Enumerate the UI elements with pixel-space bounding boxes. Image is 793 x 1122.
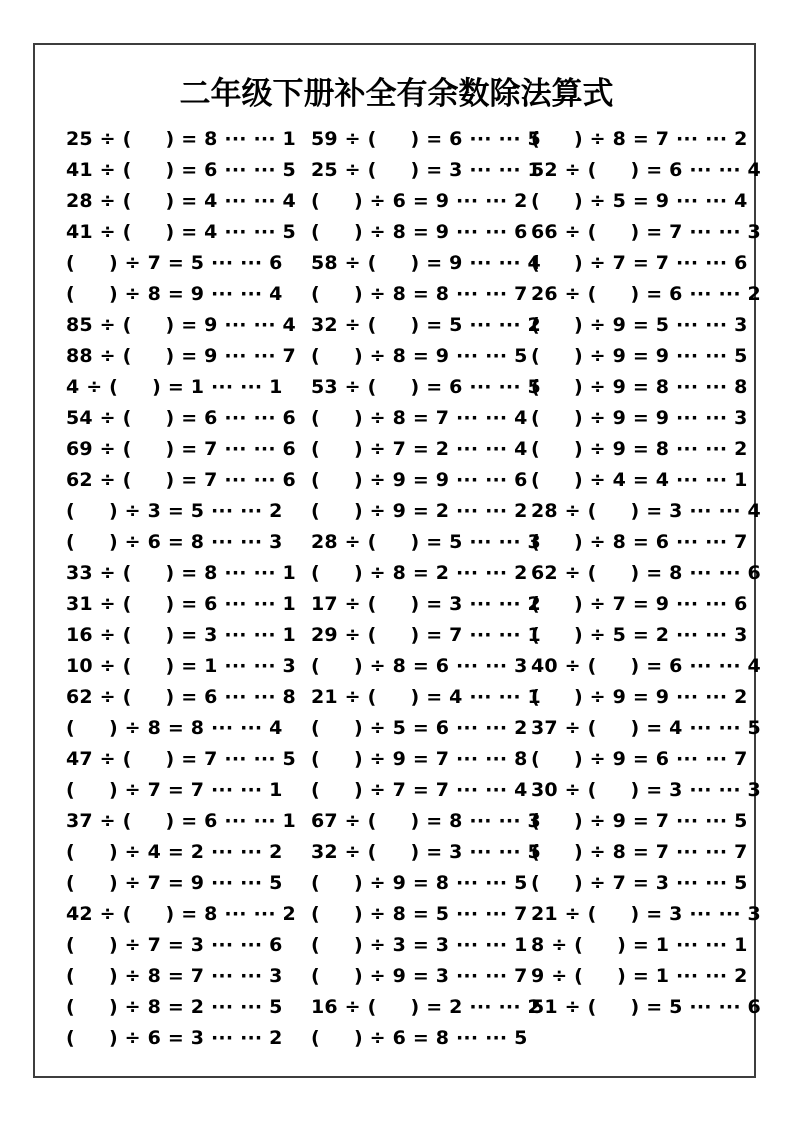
problem-row: ( ) ÷ 7 = 5 ··· ··· 6 — [66, 252, 283, 274]
problem-row: ( ) ÷ 9 = 8 ··· ··· 5 — [311, 872, 528, 894]
problems-column-1 — [66, 124, 296, 1054]
problem-row: 33 ÷ ( ) = 8 ··· ··· 1 — [66, 562, 296, 584]
problem-row: ( ) ÷ 9 = 2 ··· ··· 2 — [311, 500, 528, 522]
problem-row: 41 ÷ ( ) = 6 ··· ··· 5 — [66, 159, 296, 181]
problem-row: ( ) ÷ 4 = 4 ··· ··· 1 — [531, 469, 748, 491]
problem-row: ( ) ÷ 9 = 5 ··· ··· 3 — [531, 314, 748, 336]
problem-row: 37 ÷ ( ) = 4 ··· ··· 5 — [531, 717, 761, 739]
problem-row: ( ) ÷ 9 = 6 ··· ··· 7 — [531, 748, 748, 770]
problem-row: 69 ÷ ( ) = 7 ··· ··· 6 — [66, 438, 296, 460]
problem-row: 62 ÷ ( ) = 6 ··· ··· 8 — [66, 686, 296, 708]
problem-row: ( ) ÷ 4 = 2 ··· ··· 2 — [66, 841, 283, 863]
problem-row: 25 ÷ ( ) = 8 ··· ··· 1 — [66, 128, 296, 150]
problem-row: 21 ÷ ( ) = 4 ··· ··· 1 — [311, 686, 541, 708]
problem-row: 42 ÷ ( ) = 8 ··· ··· 2 — [66, 903, 296, 925]
problem-row: ( ) ÷ 8 = 7 ··· ··· 4 — [311, 407, 528, 429]
problem-row: 16 ÷ ( ) = 3 ··· ··· 1 — [66, 624, 296, 646]
problem-row: ( ) ÷ 8 = 7 ··· ··· 7 — [531, 841, 748, 863]
problem-row: 85 ÷ ( ) = 9 ··· ··· 4 — [66, 314, 296, 336]
problem-row: 52 ÷ ( ) = 6 ··· ··· 4 — [531, 159, 761, 181]
problem-row: 40 ÷ ( ) = 6 ··· ··· 4 — [531, 655, 761, 677]
problem-row: ( ) ÷ 8 = 9 ··· ··· 4 — [66, 283, 283, 305]
problem-row: ( ) ÷ 9 = 9 ··· ··· 6 — [311, 469, 528, 491]
problem-row: ( ) ÷ 6 = 8 ··· ··· 3 — [66, 531, 283, 553]
problem-row: ( ) ÷ 7 = 3 ··· ··· 6 — [66, 934, 283, 956]
problem-row: 16 ÷ ( ) = 2 ··· ··· 2 — [311, 996, 541, 1018]
problem-row: ( ) ÷ 8 = 2 ··· ··· 5 — [66, 996, 283, 1018]
problem-row: 67 ÷ ( ) = 8 ··· ··· 3 — [311, 810, 541, 832]
problem-row: ( ) ÷ 7 = 9 ··· ··· 6 — [531, 593, 748, 615]
problems-column-2 — [311, 124, 541, 1054]
problem-row: 8 ÷ ( ) = 1 ··· ··· 1 — [531, 934, 748, 956]
problem-row: 58 ÷ ( ) = 9 ··· ··· 4 — [311, 252, 541, 274]
problem-row: 66 ÷ ( ) = 7 ··· ··· 3 — [531, 221, 761, 243]
problem-row: 21 ÷ ( ) = 3 ··· ··· 3 — [531, 903, 761, 925]
problem-row: ( ) ÷ 5 = 9 ··· ··· 4 — [531, 190, 748, 212]
problem-row: ( ) ÷ 9 = 9 ··· ··· 5 — [531, 345, 748, 367]
problem-row: ( ) ÷ 6 = 8 ··· ··· 5 — [311, 1027, 528, 1049]
problem-row: ( ) ÷ 7 = 7 ··· ··· 4 — [311, 779, 528, 801]
problem-row: ( ) ÷ 3 = 3 ··· ··· 1 — [311, 934, 528, 956]
problem-row: ( ) ÷ 6 = 9 ··· ··· 2 — [311, 190, 528, 212]
problem-row: 32 ÷ ( ) = 3 ··· ··· 5 — [311, 841, 541, 863]
problem-row: ( ) ÷ 8 = 9 ··· ··· 6 — [311, 221, 528, 243]
problem-row: 31 ÷ ( ) = 6 ··· ··· 1 — [66, 593, 296, 615]
problem-row: 25 ÷ ( ) = 3 ··· ··· 1 — [311, 159, 541, 181]
problem-row: 10 ÷ ( ) = 1 ··· ··· 3 — [66, 655, 296, 677]
problem-row: ( ) ÷ 9 = 9 ··· ··· 2 — [531, 686, 748, 708]
problem-row: ( ) ÷ 9 = 7 ··· ··· 5 — [531, 810, 748, 832]
problem-row: ( ) ÷ 9 = 9 ··· ··· 3 — [531, 407, 748, 429]
problem-row: ( ) ÷ 3 = 5 ··· ··· 2 — [66, 500, 283, 522]
problem-row: 62 ÷ ( ) = 8 ··· ··· 6 — [531, 562, 761, 584]
problem-row: 37 ÷ ( ) = 6 ··· ··· 1 — [66, 810, 296, 832]
problem-row: ( ) ÷ 6 = 3 ··· ··· 2 — [66, 1027, 283, 1049]
problem-row: ( ) ÷ 8 = 8 ··· ··· 4 — [66, 717, 283, 739]
problem-row: 4 ÷ ( ) = 1 ··· ··· 1 — [66, 376, 283, 398]
problem-row: ( ) ÷ 7 = 7 ··· ··· 6 — [531, 252, 748, 274]
problem-row: ( ) ÷ 8 = 7 ··· ··· 2 — [531, 128, 748, 150]
problem-row: ( ) ÷ 8 = 5 ··· ··· 7 — [311, 903, 528, 925]
problem-row: ( ) ÷ 8 = 2 ··· ··· 2 — [311, 562, 528, 584]
problem-row: ( ) ÷ 8 = 9 ··· ··· 5 — [311, 345, 528, 367]
problem-row: ( ) ÷ 8 = 8 ··· ··· 7 — [311, 283, 528, 305]
problem-row: ( ) ÷ 5 = 2 ··· ··· 3 — [531, 624, 748, 646]
problems-column-3 — [531, 124, 761, 1023]
page-title: 二年级下册补全有余数除法算式 — [179, 76, 614, 112]
problem-row: ( ) ÷ 7 = 3 ··· ··· 5 — [531, 872, 748, 894]
problem-row: 62 ÷ ( ) = 7 ··· ··· 6 — [66, 469, 296, 491]
problem-row: ( ) ÷ 7 = 7 ··· ··· 1 — [66, 779, 283, 801]
problem-row: ( ) ÷ 9 = 7 ··· ··· 8 — [311, 748, 528, 770]
problem-row: 28 ÷ ( ) = 3 ··· ··· 4 — [531, 500, 761, 522]
problem-row: 54 ÷ ( ) = 6 ··· ··· 6 — [66, 407, 296, 429]
problem-row: 26 ÷ ( ) = 6 ··· ··· 2 — [531, 283, 761, 305]
problem-row: ( ) ÷ 5 = 6 ··· ··· 2 — [311, 717, 528, 739]
problem-row: 9 ÷ ( ) = 1 ··· ··· 2 — [531, 965, 748, 987]
problem-row: 47 ÷ ( ) = 7 ··· ··· 5 — [66, 748, 296, 770]
problem-row: 30 ÷ ( ) = 3 ··· ··· 3 — [531, 779, 761, 801]
problem-row: 41 ÷ ( ) = 4 ··· ··· 5 — [66, 221, 296, 243]
problem-row: 59 ÷ ( ) = 6 ··· ··· 5 — [311, 128, 541, 150]
problem-row: 28 ÷ ( ) = 4 ··· ··· 4 — [66, 190, 296, 212]
problem-row: 28 ÷ ( ) = 5 ··· ··· 3 — [311, 531, 541, 553]
problem-row: 53 ÷ ( ) = 6 ··· ··· 5 — [311, 376, 541, 398]
problem-row: 88 ÷ ( ) = 9 ··· ··· 7 — [66, 345, 296, 367]
problem-row: ( ) ÷ 8 = 6 ··· ··· 7 — [531, 531, 748, 553]
problem-row: ( ) ÷ 8 = 6 ··· ··· 3 — [311, 655, 528, 677]
problem-row: 32 ÷ ( ) = 5 ··· ··· 2 — [311, 314, 541, 336]
problem-row: 51 ÷ ( ) = 5 ··· ··· 6 — [531, 996, 761, 1018]
problem-row: ( ) ÷ 8 = 7 ··· ··· 3 — [66, 965, 283, 987]
problem-row: ( ) ÷ 9 = 8 ··· ··· 8 — [531, 376, 748, 398]
problem-row: 29 ÷ ( ) = 7 ··· ··· 1 — [311, 624, 541, 646]
problem-row: ( ) ÷ 9 = 3 ··· ··· 7 — [311, 965, 528, 987]
problem-row: ( ) ÷ 7 = 2 ··· ··· 4 — [311, 438, 528, 460]
problem-row: ( ) ÷ 9 = 8 ··· ··· 2 — [531, 438, 748, 460]
problem-row: 17 ÷ ( ) = 3 ··· ··· 2 — [311, 593, 541, 615]
problem-row: ( ) ÷ 7 = 9 ··· ··· 5 — [66, 872, 283, 894]
